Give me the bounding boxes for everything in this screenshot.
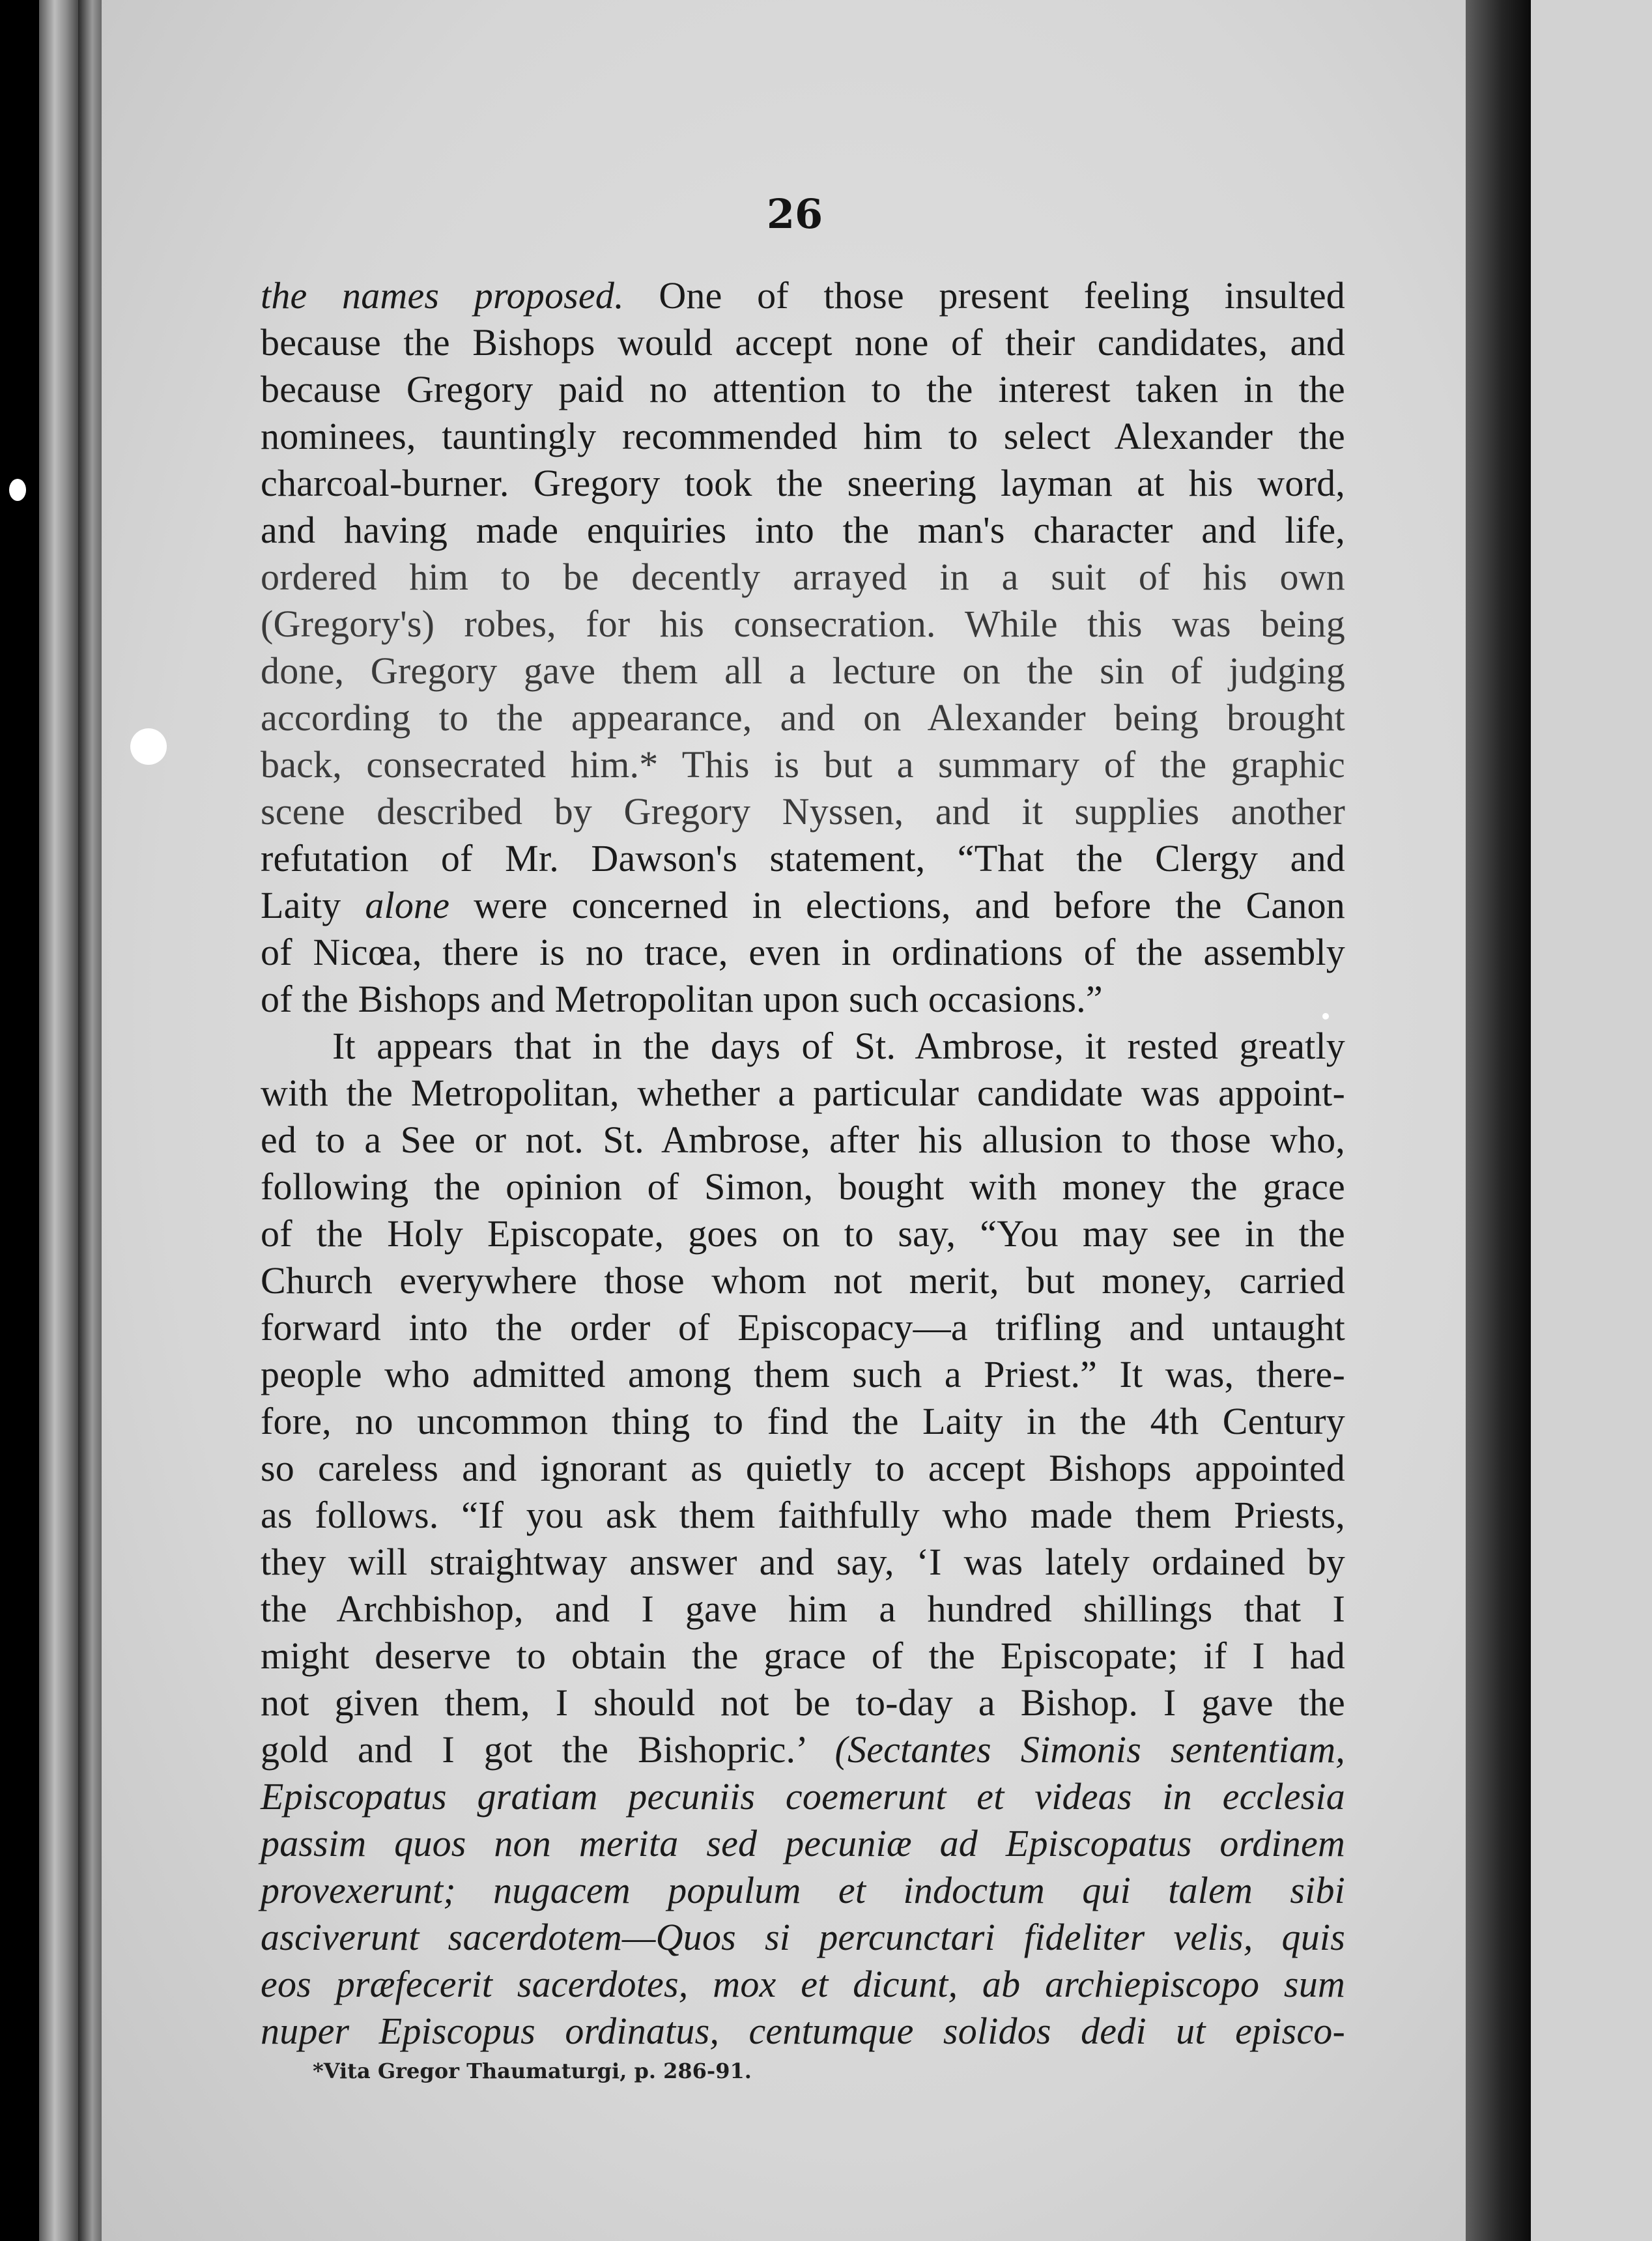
text-line-19: ed to a See or not. St. Ambrose, after his allusion to those who, xyxy=(261,1119,1345,1161)
scan-speck xyxy=(9,479,26,501)
text-line-35: provexerunt; nugacem populum et indoctum qui talem sibi xyxy=(261,1869,1345,1911)
text-line-24: people who admitted among them such a Priest.” It was, there- xyxy=(261,1353,1345,1395)
text-line-8: (Gregory's) robes, for his consecration. While this was being xyxy=(261,603,1345,645)
text-line-28: they will straightway answer and say, ‘I was lately ordained by xyxy=(261,1541,1345,1583)
book-binding-shadow xyxy=(78,0,102,2241)
text-line-32 xyxy=(261,1726,1345,1773)
page-number: 26 xyxy=(766,190,823,238)
text-line-16: of the Bishops and Metropolitan upon such occasions.” xyxy=(261,978,1103,1020)
text-line-12: scene described by Gregory Nyssen, and it supplies another xyxy=(261,790,1345,833)
text-line-5: charcoal-burner. Gregory took the sneering layman at his word, xyxy=(261,462,1345,504)
text-line-3: because Gregory paid no attention to the interest taken in the xyxy=(261,368,1345,410)
text-line-22: Church everywhere those whom not merit, but money, carried xyxy=(261,1259,1345,1302)
italic-phrase: the names proposed. xyxy=(261,274,624,317)
line-continuation: One of those present feeling insulted xyxy=(623,274,1345,317)
text-line-15: of Nicœa, there is no trace, even in ordinations of the assembly xyxy=(261,931,1345,973)
text-line-37: eos præfecerit sacerdotes, mox et dicunt, ab archiepiscopo sum xyxy=(261,1963,1345,2005)
text-line-2: because the Bishops would accept none of their candidates, and xyxy=(261,321,1345,364)
text-line-30: might deserve to obtain the grace of the Episcopate; if I had xyxy=(261,1634,1345,1677)
text-line-23: forward into the order of Episcopacy—a trifling and untaught xyxy=(261,1306,1345,1349)
text-line-17: It appears that in the days of St. Ambrose, it rested greatly xyxy=(332,1025,1345,1067)
text-line-14 xyxy=(261,882,1345,929)
text-line-6: and having made enquiries into the man's character and life, xyxy=(261,509,1345,551)
italic-word: alone xyxy=(365,884,450,926)
book-gutter xyxy=(1466,0,1531,2241)
text-line-13: refutation of Mr. Dawson's statement, “That the Clergy and xyxy=(261,837,1345,879)
text-line-4: nominees, tauntingly recommended him to select Alexander the xyxy=(261,415,1345,457)
text-line-31: not given them, I should not be to-day a Bishop. I gave the xyxy=(261,1681,1345,1724)
text-line-1 xyxy=(261,272,1345,319)
text-line-29: the Archbishop, and I gave him a hundred shillings that I xyxy=(261,1588,1345,1630)
text-line-10: according to the appearance, and on Alexander being brought xyxy=(261,696,1345,739)
text-line-7: ordered him to be decently arrayed in a suit of his own xyxy=(261,556,1345,598)
body-text xyxy=(261,272,1345,2055)
text-line-38: nuper Episcopus ordinatus, centumque solidos dedi ut episco- xyxy=(261,2010,1345,2052)
line-start: gold and I got the Bishopric.’ xyxy=(261,1728,835,1771)
text-line-33: Episcopatus gratiam pecuniis coemerunt et videas in ecclesia xyxy=(261,1775,1345,1818)
text-line-26: so careless and ignorant as quietly to accept Bishops appointed xyxy=(261,1447,1345,1489)
line-start: Laity xyxy=(261,884,365,926)
text-line-18: with the Metropolitan, whether a particular candidate was appoint- xyxy=(261,1072,1345,1114)
text-line-20: following the opinion of Simon, bought with money the grace xyxy=(261,1165,1345,1208)
scan-speck xyxy=(1322,1013,1329,1020)
text-line-21: of the Holy Episcopate, goes on to say, “You may see in the xyxy=(261,1212,1345,1255)
adjacent-page-edge xyxy=(1531,0,1652,2241)
text-line-25: fore, no uncommon thing to find the Laity in the 4th Century xyxy=(261,1400,1345,1442)
scan-speck xyxy=(130,728,167,765)
text-line-9: done, Gregory gave them all a lecture on the sin of judging xyxy=(261,649,1345,692)
text-line-11: back, consecrated him.* This is but a summary of the graphic xyxy=(261,743,1345,786)
text-line-34: passim quos non merita sed pecuniæ ad Episcopatus ordinem xyxy=(261,1822,1345,1864)
text-line-27: as follows. “If you ask them faithfully who made them Priests, xyxy=(261,1494,1345,1536)
text-line-36: asciverunt sacerdotem—Quos si percunctari fideliter velis, quis xyxy=(261,1916,1345,1958)
footnote: *Vita Gregor Thaumaturgi, p. 286-91. xyxy=(313,2059,752,2083)
line-continuation: were concerned in elections, and before the Canon xyxy=(449,884,1345,926)
latin-quotation-start: (Sectantes Simonis sententiam, xyxy=(834,1728,1345,1771)
book-binding-edge xyxy=(39,0,78,2241)
